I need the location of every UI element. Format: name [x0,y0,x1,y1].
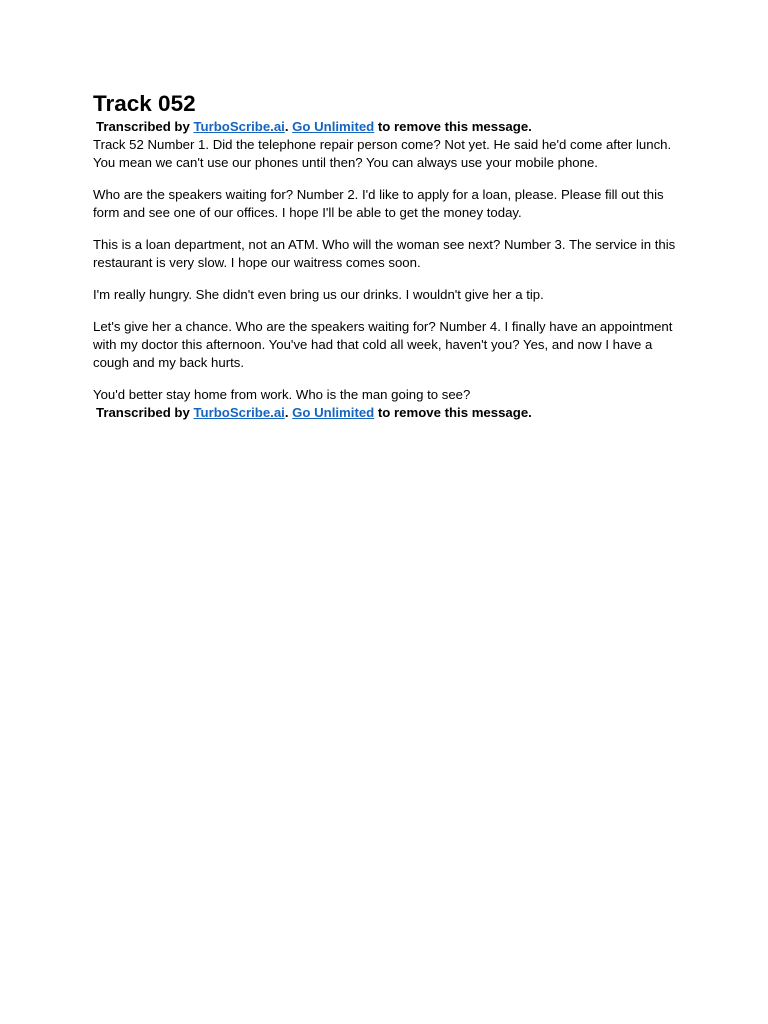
banner-separator: . [284,119,293,134]
paragraph: Who are the speakers waiting for? Number 2. I'd like to apply for a loan, please. Please fill out this form and see one of our offices. I hope I'll be able to get the money today. [93,187,664,220]
transcription-banner-bottom [96,404,683,422]
transcription-banner-top [96,118,683,136]
banner-suffix: to remove this message. [374,119,532,134]
document-page [93,90,683,422]
paragraph: Let's give her a chance. Who are the speakers waiting for? Number 4. I finally have an appointment with my doctor this afternoon. You've had that cold all week, haven't you? Yes, and now I have a cough and my back hurts. [93,319,673,370]
paragraph: I'm really hungry. She didn't even bring us our drinks. I wouldn't give her a tip. [93,287,544,302]
banner-suffix: to remove this message. [374,405,532,420]
go-unlimited-link[interactable]: Go Unlimited [292,405,375,420]
paragraph: You'd better stay home from work. Who is the man going to see? [93,387,471,402]
go-unlimited-link[interactable]: Go Unlimited [292,119,375,134]
paragraph: Track 52 Number 1. Did the telephone repair person come? Not yet. He said he'd come after lunch. You mean we can't use our phones until then? You can always use your mobile phone. [93,137,672,170]
banner-prefix: Transcribed by [96,405,194,420]
banner-prefix: Transcribed by [96,119,194,134]
paragraph: This is a loan department, not an ATM. Who will the woman see next? Number 3. The service in this restaurant is very slow. I hope our waitress comes soon. [93,237,676,270]
banner-separator: . [284,405,293,420]
document-title: Track 052 [93,91,196,116]
turboscribe-link[interactable]: TurboScribe.ai [193,405,285,420]
turboscribe-link[interactable]: TurboScribe.ai [193,119,285,134]
